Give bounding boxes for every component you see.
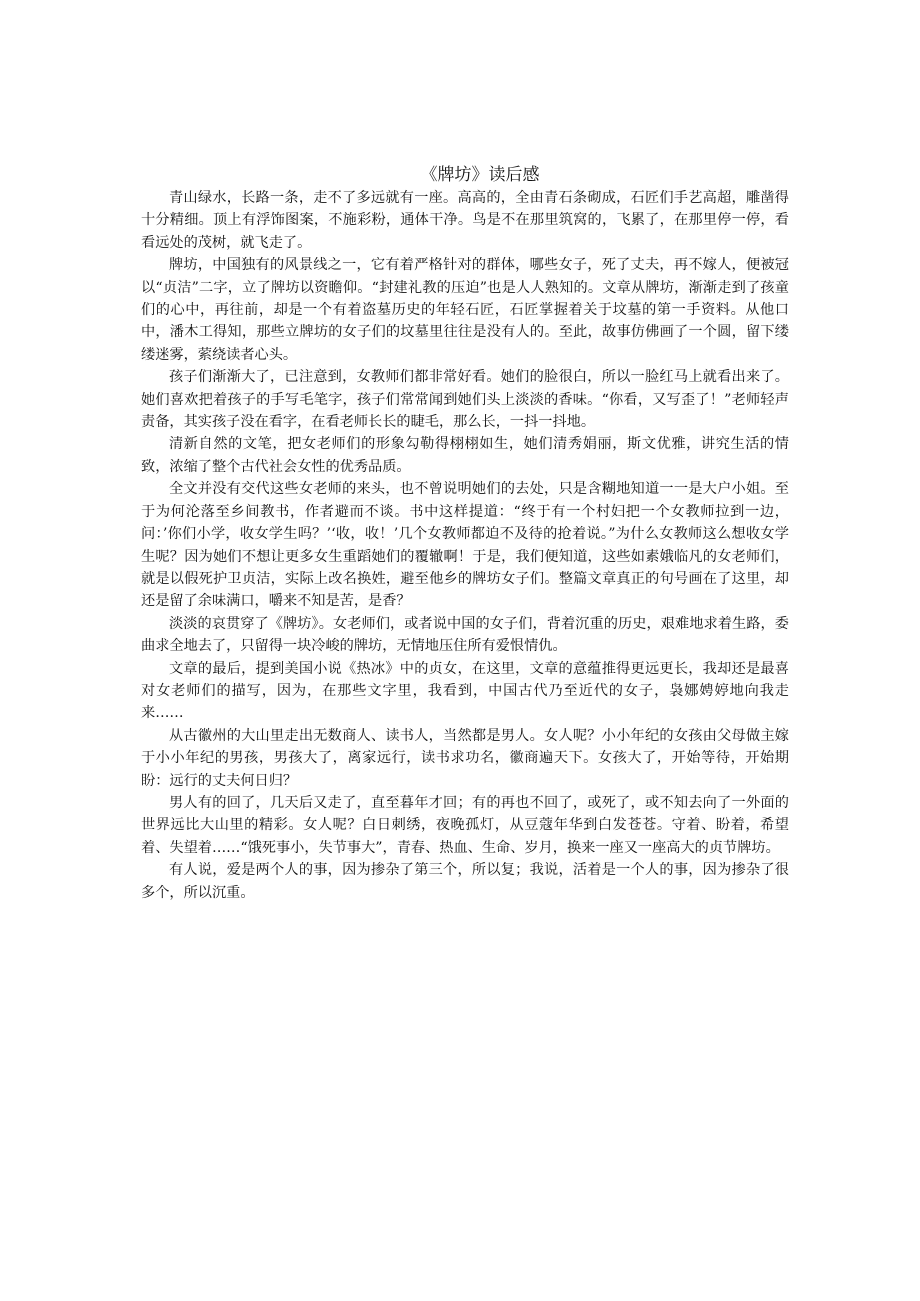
- paragraph-2: 牌坊，中国独有的风景线之一，它有着严格针对的群体，哪些女子，死了丈夫，再不嫁人，便被冠以“贞洁”二字，立了牌坊以资瞻仰。“封建礼教的压迫”也是人人熟知的。文章从牌坊，渐渐走到了孩童们的心中，再往前，却是一个有着盗墓历史的年轻石匠，石匠掌握着关于坟墓的第一手资料。从他口中，潘木工得知，那些立牌坊的女子们的坟墓里往往是没有人的。至此，故事仿佛画了一个圆，留下缕缕迷雾，萦绕读者心头。: [141, 257, 789, 363]
- paragraph-8: 从古徽州的大山里走出无数商人、读书人，当然都是男人。女人呢？小小年纪的女孩由父母做主嫁于小小年纪的男孩，男孩大了，离家远行，读书求功名，徽商遍天下。女孩大了，开始等待，开始期盼：远行的丈夫何日归？: [141, 727, 789, 789]
- paragraph-4: 清新自然的文笔，把女老师们的形象勾勒得栩栩如生，她们清秀娟丽，斯文优雅，讲究生活的情致，浓缩了整个古代社会女性的优秀品质。: [141, 436, 789, 475]
- document-title: 《牌坊》读后感: [420, 165, 540, 185]
- paragraph-1: 青山绿水，长路一条，走不了多远就有一座。高高的，全由青石条砌成，石匠们手艺高超，雕凿得十分精细。顶上有浮饰图案，不施彩粉，通体干净。鸟是不在那里筑窝的，飞累了，在那里停一停，看看远处的茂树，就飞走了。: [141, 190, 789, 251]
- document-page: [141, 163, 789, 904]
- paragraph-5: 全文并没有交代这些女老师的来头，也不曾说明她们的去处，只是含糊地知道一一是大户小姐。至于为何沦落至乡间教书，作者避而不谈。书中这样提道：“终于有一个村妇把一个女教师拉到一边，问：’你们小学，收女学生吗？’‘收，收！’几个女教师都迫不及待的抢着说。”为什么女教师这么想收女学生呢？因为她们不想让更多女生重蹈她们的覆辙啊！于是，我们便知道，这些如素娥临凡的女老师们，就是以假死护卫贞洁，实际上改名换姓，避至他乡的牌坊女子们。整篇文章真正的句号画在了这里，却还是留了余味满口，嚼来不知是苦，是香？: [141, 481, 789, 610]
- paragraph-9: 男人有的回了，几天后又走了，直至暮年才回；有的再也不回了，或死了，或不知去向了一外面的世界远比大山里的精彩。女人呢？白日刺绣，夜晚孤灯，从豆蔻年华到白发苍苍。守着、盼着，希望着、失望着……“饿死事小，失节事大”，青春、热血、生命、岁月，换来一座又一座高大的贞节牌坊。: [141, 794, 789, 856]
- paragraph-6: 淡淡的哀贯穿了《牌坊》。女老师们，或者说中国的女子们，背着沉重的历史，艰难地求着生路，委曲求全地去了，只留得一块冷峻的牌坊，无情地压住所有爱恨情仇。: [141, 615, 789, 655]
- paragraph-3: 孩子们渐渐大了，已注意到，女教师们都非常好看。她们的脸很白，所以一脸红马上就看出来了。她们喜欢把着孩子的手写毛笔字，孩子们常常闻到她们头上淡淡的香味。“你看，又写歪了！”老师轻声责备，其实孩子没在看字，在看老师长长的睫毛，那么长，一抖一抖地。: [141, 369, 789, 431]
- paragraph-7: 文章的最后，提到美国小说《热冰》中的贞女，在这里，文章的意蕴推得更远更长，我却还是最喜对女老师们的描写，因为，在那些文字里，我看到，中国古代乃至近代的女子，袅娜娉婷地向我走来……: [141, 660, 789, 722]
- paragraph-10: 有人说，爱是两个人的事，因为掺杂了第三个，所以复；我说，活着是一个人的事，因为掺杂了很多个，所以沉重。: [141, 862, 789, 901]
